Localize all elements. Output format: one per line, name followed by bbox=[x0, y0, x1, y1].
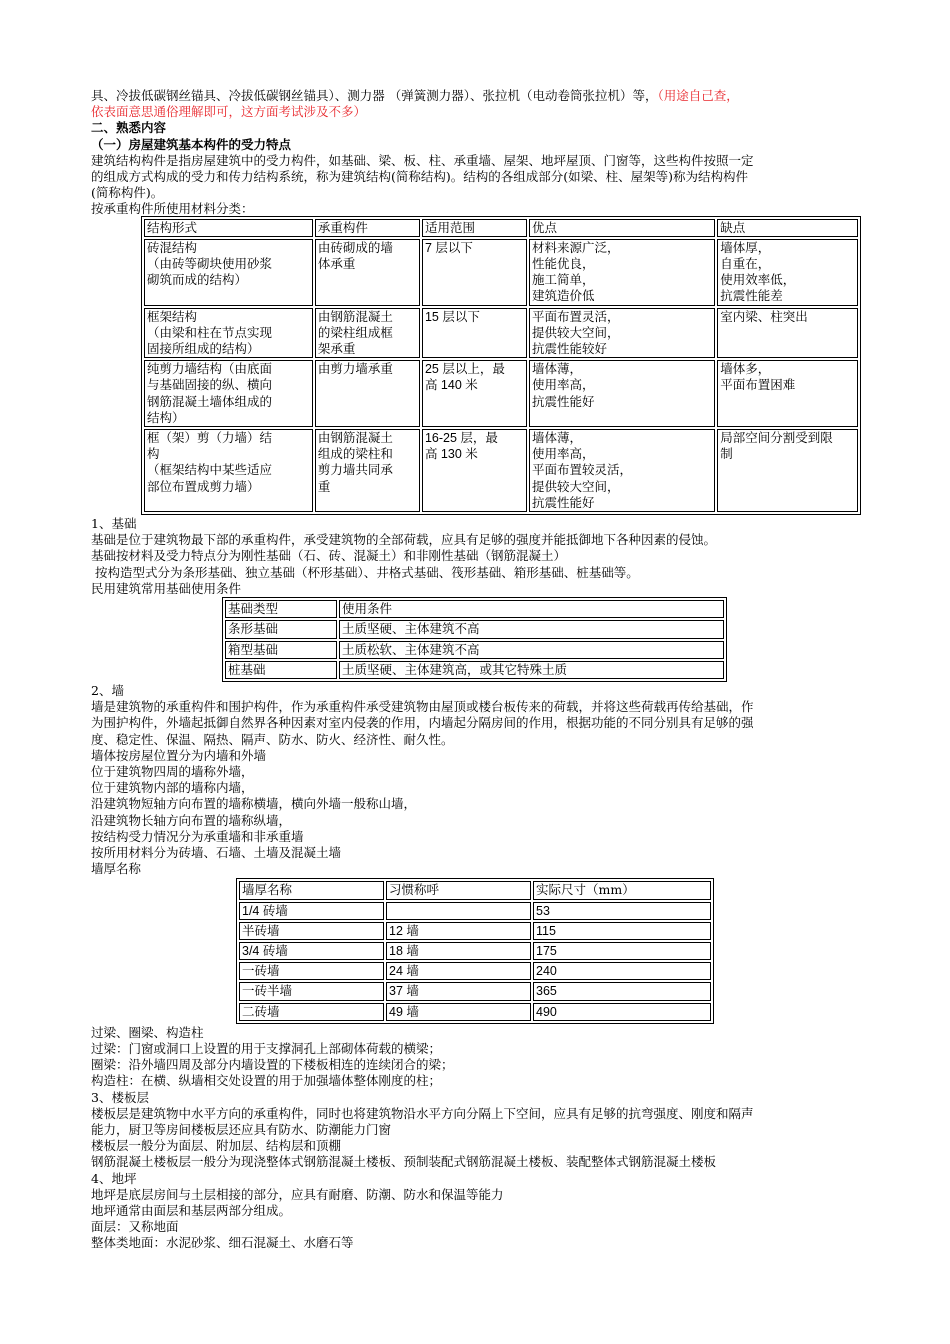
structure-table-row bbox=[144, 360, 858, 427]
wall-table-cell: 半砖墙 bbox=[239, 922, 384, 940]
structure-cell-pros bbox=[529, 360, 715, 427]
cell-text-line: （由梁和柱在节点实现 bbox=[147, 324, 273, 340]
foundation-title: 1、基础 bbox=[91, 516, 137, 532]
cell-text-line: 室内梁、柱突出 bbox=[720, 308, 808, 324]
floor-line: 楼板层一般分为面层、附加层、结构层和顶棚 bbox=[91, 1138, 342, 1154]
wall-line: 墙厚名称 bbox=[91, 861, 142, 877]
beam-line: 过梁、圈梁、构造柱 bbox=[91, 1024, 204, 1040]
wall-table-cell: 12 墙 bbox=[386, 922, 531, 940]
cell-text-line: 抗震性能好 bbox=[531, 393, 595, 409]
cell-text-line: 平面布置灵活， bbox=[531, 308, 620, 324]
cell-text-line: 平面布置较灵活， bbox=[531, 462, 632, 478]
structure-cell-cons bbox=[717, 239, 858, 306]
wall-table-cell: 一砖半墙 bbox=[239, 982, 384, 1000]
intro-text: 具、冷拔低碳钢丝锚具、冷拔低碳钢丝锚具）、测力器 （弹簧测力器）、张拉机（电动卷筒张拉机）等， bbox=[91, 88, 658, 103]
foundation-table-row bbox=[225, 661, 724, 679]
foundation-table-cell: 箱型基础 bbox=[225, 641, 337, 659]
structure-para-line: (简称构件)。 bbox=[91, 185, 164, 201]
cell-text-line: 抗震性能差 bbox=[720, 288, 783, 304]
cell-text-line: 剪力墙共同承 bbox=[317, 462, 393, 478]
beam-line: 过梁：门窗或洞口上设置的用于支撑洞孔上部砌体荷载的横梁； bbox=[91, 1040, 442, 1056]
cell-text-line: 抗震性能较好 bbox=[531, 341, 607, 357]
cell-text-line: 由钢筋混凝土 bbox=[317, 308, 393, 324]
cell-text-line: 框（架）剪（力墙）结 bbox=[147, 430, 273, 446]
floor-line: 楼板层是建筑物中水平方向的承重构件，同时也将建筑物沿水平方向分隔上下空间，应具有足够的抗弯强度、刚度和隔声 bbox=[91, 1105, 754, 1121]
cell-text-line: 与基础固接的纵、横向 bbox=[147, 377, 273, 393]
cell-text-line: 构 bbox=[147, 446, 160, 462]
cell-text-line: 提供较大空间， bbox=[531, 478, 620, 494]
wall-table-header bbox=[239, 881, 711, 899]
wall-table-header-cell: 实际尺寸（mm） bbox=[533, 881, 711, 899]
ground-line: 面层：又称地面 bbox=[91, 1219, 179, 1235]
wall-table-row bbox=[239, 1003, 711, 1021]
foundation-line: 基础按材料及受力特点分为刚性基础（石、砖、混凝土）和非刚性基础（钢筋混凝土） bbox=[91, 548, 567, 564]
cell-text-line: 组成的梁柱和 bbox=[317, 446, 393, 462]
structure-cell-cons bbox=[717, 308, 858, 359]
floor-line: 能力，厨卫等房间楼板层还应具有防水、防潮能力门窗 bbox=[91, 1121, 392, 1137]
foundation-table-cell: 土质坚硬、主体建筑不高 bbox=[339, 620, 724, 638]
cell-text-line: 架承重 bbox=[317, 341, 356, 357]
wall-line: 墙是建筑物的承重构件和围护构件，作为承重构件承受建筑物由屋顶或楼台板传来的荷载，并将这些荷载再传给基础，作 bbox=[91, 699, 754, 715]
cell-text-line: 高 130 米 bbox=[424, 447, 478, 462]
section-title: 二、熟悉内容 bbox=[91, 120, 167, 136]
wall-table-cell bbox=[386, 902, 531, 920]
foundation-line: 按构造型式分为条形基础、独立基础（杯形基础）、井格式基础、筏形基础、箱形基础、桩基础等。 bbox=[91, 564, 639, 580]
wall-table-row bbox=[239, 922, 711, 940]
beam-lines bbox=[91, 1025, 861, 1090]
foundation-line: 民用建筑常用基础使用条件 bbox=[91, 580, 242, 596]
wall-line: 位于建筑物四周的墙称外墙， bbox=[91, 763, 254, 779]
wall-table-row bbox=[239, 982, 711, 1000]
wall-table-cell: 490 bbox=[533, 1003, 711, 1021]
wall-table-cell: 24 墙 bbox=[386, 962, 531, 980]
intro-red-note: （用途自己查， bbox=[657, 88, 739, 103]
cell-text-line: 由剪力墙承重 bbox=[317, 361, 393, 377]
cell-text-line: 局部空间分割受到限 bbox=[720, 430, 833, 446]
cell-text-line: 砖混结构 bbox=[147, 239, 198, 255]
wall-table-cell: 240 bbox=[533, 962, 711, 980]
structure-para-line: 的组成方式构成的受力和传力结构系统，称为建筑结构(简称结构)。结构的各组成部分(如梁、柱、屋架等)称为结构构件 bbox=[91, 169, 749, 185]
cell-text-line: 墙体多， bbox=[720, 361, 771, 377]
structure-cell-range bbox=[422, 308, 527, 359]
structure-header-cell: 优点 bbox=[529, 219, 715, 237]
cell-text-line: 自重在， bbox=[720, 256, 771, 272]
cell-text-line: 结构） bbox=[147, 409, 185, 425]
ground-line: 地坪通常由面层和基层两部分组成。 bbox=[91, 1203, 292, 1218]
structure-cell-pros bbox=[529, 239, 715, 306]
classify-label: 按承重构件所使用材料分类： bbox=[91, 201, 254, 217]
cell-text-line: 制 bbox=[720, 446, 733, 462]
wall-line: 为围护构件，外墙起抵御自然界各种因素对室内侵袭的作用，内墙起分隔房间的作用，根据功能的不同分别具有足够的强 bbox=[91, 715, 754, 731]
structure-cell-bearing bbox=[315, 360, 420, 427]
cell-text-line: 使用率高， bbox=[531, 377, 595, 393]
structure-header-cell: 承重构件 bbox=[315, 219, 420, 237]
structure-cell-form bbox=[144, 239, 313, 306]
wall-table-header-cell: 习惯称呼 bbox=[386, 881, 531, 899]
cell-text-line: 高 140 米 bbox=[424, 378, 478, 393]
wall-table-header-cell: 墙厚名称 bbox=[239, 881, 384, 899]
cell-text-line: 墙体薄， bbox=[531, 430, 582, 446]
wall-thickness-table bbox=[236, 878, 714, 1023]
structure-header-cell: 结构形式 bbox=[144, 219, 313, 237]
cell-text-line: 固接所组成的结构） bbox=[147, 341, 260, 357]
cell-text-line: 钢筋混凝土墙体组成的 bbox=[147, 393, 273, 409]
ground-title: 4、地坪 bbox=[91, 1170, 137, 1186]
structure-cell-pros bbox=[529, 429, 715, 512]
cell-text-line: 25 层以上，最 bbox=[424, 362, 505, 377]
wall-table-row bbox=[239, 962, 711, 980]
wall-table-cell: 175 bbox=[533, 942, 711, 960]
structure-header-cell: 适用范围 bbox=[422, 219, 527, 237]
wall-table-cell: 53 bbox=[533, 902, 711, 920]
wall-table-cell: 1/4 砖墙 bbox=[239, 902, 384, 920]
foundation-table-cell: 桩基础 bbox=[225, 661, 337, 679]
cell-text-line: 重 bbox=[317, 478, 331, 494]
wall-line: 度、稳定性、保温、隔热、隔声、防水、防火、经济性、耐久性。 bbox=[91, 731, 454, 747]
cell-text-line: 由砖砌成的墙 bbox=[317, 239, 393, 255]
wall-table-cell: 二砖墙 bbox=[239, 1003, 384, 1021]
wall-table-cell: 3/4 砖墙 bbox=[239, 942, 384, 960]
wall-title: 2、墙 bbox=[91, 682, 124, 698]
wall-table-cell: 37 墙 bbox=[386, 982, 531, 1000]
foundation-table-cell: 条形基础 bbox=[225, 620, 337, 638]
cell-text-line: 性能优良， bbox=[531, 256, 595, 272]
wall-table-row bbox=[239, 902, 711, 920]
document-page bbox=[91, 88, 861, 1252]
cell-text-line: 由钢筋混凝土 bbox=[317, 430, 393, 446]
cell-text-line: 部位布置成剪力墙） bbox=[147, 478, 260, 494]
structure-para-line: 建筑结构构件是指房屋建筑中的受力构件，如基础、梁、板、柱、承重墙、屋架、地坪屋顶、门窗等，这些构件按照一定 bbox=[91, 152, 754, 168]
cell-text-line: 15 层以下 bbox=[424, 309, 480, 324]
beam-line: 构造柱：在横、纵墙相交处设置的用于加强墙体整体刚度的柱； bbox=[91, 1073, 442, 1089]
floor-lines bbox=[91, 1106, 861, 1171]
structure-cell-form bbox=[144, 429, 313, 512]
wall-table-cell: 18 墙 bbox=[386, 942, 531, 960]
ground-line: 整体类地面：水泥砂浆、细石混凝土、水磨石等 bbox=[91, 1235, 354, 1251]
wall-line: 按结构受力情况分为承重墙和非承重墙 bbox=[91, 828, 304, 844]
wall-lines bbox=[91, 699, 861, 877]
structure-cell-form bbox=[144, 308, 313, 359]
wall-line: 位于建筑物内部的墙称内墙， bbox=[91, 780, 254, 796]
cell-text-line: 的梁柱组成框 bbox=[317, 324, 393, 340]
intro-line-1 bbox=[91, 88, 861, 104]
cell-text-line: 使用效率低， bbox=[720, 272, 796, 288]
cell-text-line: 7 层以下 bbox=[424, 240, 473, 255]
cell-text-line: 砌筑而成的结构） bbox=[147, 272, 248, 288]
structure-cell-range bbox=[422, 360, 527, 427]
structure-cell-cons bbox=[717, 429, 858, 512]
foundation-table-cell: 土质松软、主体建筑不高 bbox=[339, 641, 724, 659]
floor-title: 3、楼板层 bbox=[91, 1089, 149, 1105]
cell-text-line: 墙体厚， bbox=[720, 239, 771, 255]
structure-cell-form bbox=[144, 360, 313, 427]
cell-text-line: （框架结构中某些适应 bbox=[147, 462, 273, 478]
structure-cell-range bbox=[422, 429, 527, 512]
cell-text-line: 墙体薄， bbox=[531, 361, 582, 377]
cell-text-line: 框架结构 bbox=[147, 308, 198, 324]
foundation-table-header-cell: 基础类型 bbox=[225, 600, 337, 618]
cell-text-line: 16-25 层，最 bbox=[424, 431, 498, 446]
cell-text-line: 纯剪力墙结构（由底面 bbox=[147, 361, 273, 377]
structure-cell-range bbox=[422, 239, 527, 306]
foundation-table-header bbox=[225, 600, 724, 618]
structure-cell-bearing bbox=[315, 429, 420, 512]
structure-table-row bbox=[144, 429, 858, 512]
wall-line: 沿建筑物短轴方向布置的墙称横墙，横向外墙一般称山墙， bbox=[91, 796, 417, 812]
wall-table-cell: 365 bbox=[533, 982, 711, 1000]
cell-text-line: 使用率高， bbox=[531, 446, 595, 462]
structure-header-cell: 缺点 bbox=[717, 219, 858, 237]
structure-cell-cons bbox=[717, 360, 858, 427]
structure-table-header bbox=[144, 219, 858, 237]
cell-text-line: 施工简单， bbox=[531, 272, 595, 288]
structure-table-row bbox=[144, 308, 858, 359]
cell-text-line: 提供较大空间， bbox=[531, 324, 620, 340]
wall-line: 沿建筑物长轴方向布置的墙称纵墙， bbox=[91, 812, 292, 828]
wall-table-row bbox=[239, 942, 711, 960]
foundation-table bbox=[222, 597, 727, 682]
foundation-table-header-cell: 使用条件 bbox=[339, 600, 724, 618]
cell-text-line: 材料来源广泛， bbox=[531, 239, 620, 255]
foundation-table-row bbox=[225, 641, 724, 659]
wall-line: 墙体按房屋位置分为内墙和外墙 bbox=[91, 747, 267, 763]
wall-table-cell: 115 bbox=[533, 922, 711, 940]
structure-table bbox=[141, 216, 861, 515]
floor-line: 钢筋混凝土楼板层一般分为现浇整体式钢筋混凝土楼板、预制装配式钢筋混凝土楼板、装配整体式钢筋混凝土楼板 bbox=[91, 1154, 717, 1170]
foundation-line: 基础是位于建筑物最下部的承重构件，承受建筑物的全部荷载，应具有足够的强度并能抵御地下各种因素的侵蚀。 bbox=[91, 532, 717, 548]
cell-text-line: 平面布置困难 bbox=[720, 377, 796, 393]
structure-cell-bearing bbox=[315, 308, 420, 359]
cell-text-line: 抗震性能好 bbox=[531, 494, 595, 510]
wall-table-cell: 一砖墙 bbox=[239, 962, 384, 980]
ground-line: 地坪是底层房间与土层相接的部分，应具有耐磨、防潮、防水和保温等能力 bbox=[91, 1186, 504, 1202]
wall-line: 按所用材料分为砖墙、石墙、土墙及混凝土墙 bbox=[91, 844, 342, 860]
ground-lines bbox=[91, 1187, 861, 1252]
cell-text-line: 体承重 bbox=[317, 256, 356, 272]
subsection-title: （一）房屋建筑基本构件的受力特点 bbox=[91, 136, 292, 152]
beam-line: 圈梁：沿外墙四周及部分内墙设置的下楼板相连的连续闭合的梁； bbox=[91, 1057, 454, 1073]
cell-text-line: 建筑造价低 bbox=[531, 288, 595, 304]
structure-cell-pros bbox=[529, 308, 715, 359]
structure-cell-bearing bbox=[315, 239, 420, 306]
foundation-table-row bbox=[225, 620, 724, 638]
structure-table-row bbox=[144, 239, 858, 306]
intro-red-note-2: 依表面意思通俗理解即可，这方面考试涉及不多） bbox=[91, 104, 367, 120]
foundation-table-cell: 土质坚硬、主体建筑高，或其它特殊土质 bbox=[339, 661, 724, 679]
cell-text-line: （由砖等砌块使用砂浆 bbox=[147, 256, 273, 272]
wall-table-cell: 49 墙 bbox=[386, 1003, 531, 1021]
